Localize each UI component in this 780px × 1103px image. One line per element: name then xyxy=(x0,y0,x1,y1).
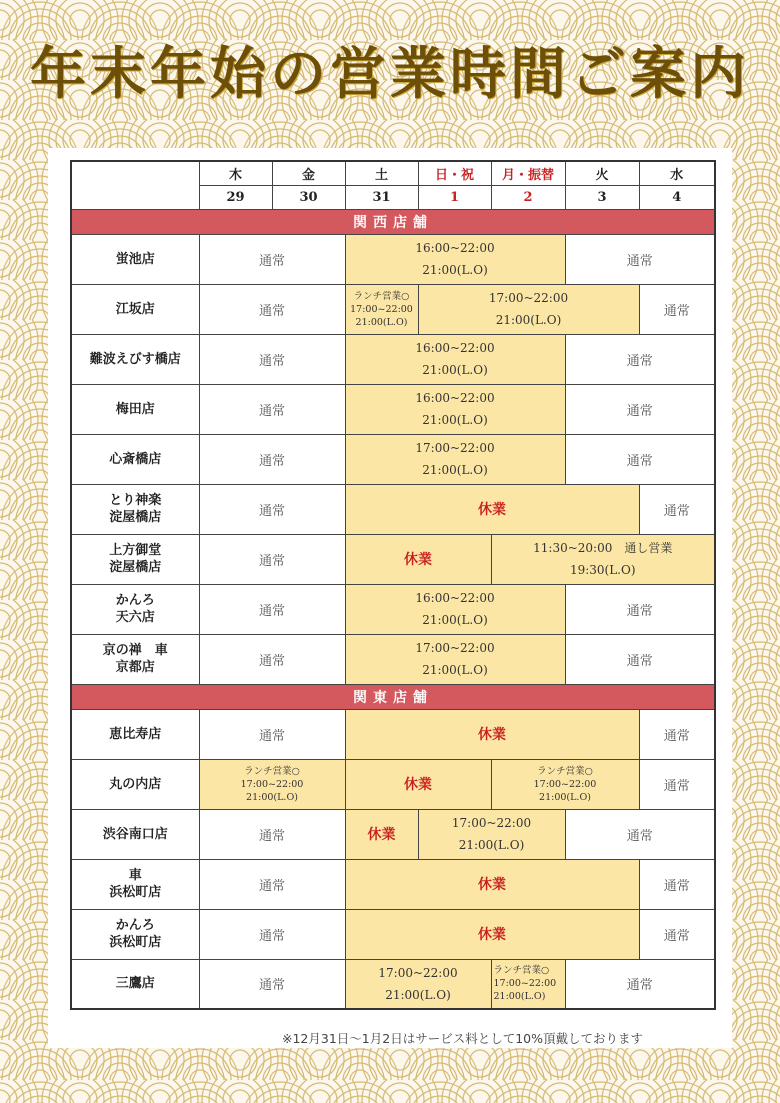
cell-hours: 17:00~22:00 21:00(L.O) xyxy=(345,434,565,484)
table-row xyxy=(71,234,715,284)
cell-lunch: ランチ営業○ 17:00~22:00 21:00(L.O) xyxy=(199,759,345,809)
schedule-table-wrap xyxy=(70,160,714,1026)
cell-closed: 休業 xyxy=(345,534,491,584)
cell-hours: 16:00~22:00 21:00(L.O) xyxy=(345,234,565,284)
cell-normal: 通常 xyxy=(565,634,715,684)
store-name: 渋谷南口店 xyxy=(71,809,199,859)
dow-mon-substitute: 月・振替 xyxy=(491,161,565,185)
dow-sun-holiday: 日・祝 xyxy=(418,161,491,185)
cell-hours: 16:00~22:00 21:00(L.O) xyxy=(345,584,565,634)
cell-normal: 通常 xyxy=(565,434,715,484)
schedule-table xyxy=(70,160,716,1010)
cell-lunch: ランチ営業○ 17:00~22:00 21:00(L.O) xyxy=(345,284,418,334)
cell-closed: 休業 xyxy=(345,859,639,909)
cell-normal: 通常 xyxy=(565,334,715,384)
cell-hours: 11:30~20:00 通し営業 19:30(L.O) xyxy=(491,534,715,584)
cell-normal: 通常 xyxy=(199,859,345,909)
cell-normal: 通常 xyxy=(565,384,715,434)
cell-closed: 休業 xyxy=(345,484,639,534)
store-name: 丸の内店 xyxy=(71,759,199,809)
dow-thu: 木 xyxy=(199,161,272,185)
page-title: 年末年始の営業時間ご案内 xyxy=(30,41,750,107)
store-name: 難波えびす橋店 xyxy=(71,334,199,384)
date-4: 4 xyxy=(639,185,715,209)
store-name: 上方御堂 淀屋橋店 xyxy=(71,534,199,584)
section-kanto-label: 関東店舗 xyxy=(71,684,715,709)
store-name: 車 浜松町店 xyxy=(71,859,199,909)
date-3: 3 xyxy=(565,185,639,209)
table-row xyxy=(71,484,715,534)
cell-normal: 通常 xyxy=(199,234,345,284)
table-row xyxy=(71,709,715,759)
store-name: かんろ 天六店 xyxy=(71,584,199,634)
store-name: 梅田店 xyxy=(71,384,199,434)
store-name: 三鷹店 xyxy=(71,959,199,1009)
cell-normal: 通常 xyxy=(565,809,715,859)
cell-normal: 通常 xyxy=(199,909,345,959)
table-row xyxy=(71,534,715,584)
table-row xyxy=(71,809,715,859)
section-kansai-label: 関西店舗 xyxy=(71,209,715,234)
table-row xyxy=(71,959,715,1009)
store-name: かんろ 浜松町店 xyxy=(71,909,199,959)
table-row xyxy=(71,634,715,684)
table-row xyxy=(71,434,715,484)
cell-normal: 通常 xyxy=(639,709,715,759)
dow-fri: 金 xyxy=(272,161,345,185)
cell-normal: 通常 xyxy=(639,484,715,534)
cell-normal: 通常 xyxy=(639,759,715,809)
cell-normal: 通常 xyxy=(199,809,345,859)
cell-normal: 通常 xyxy=(199,709,345,759)
date-2: 2 xyxy=(491,185,565,209)
cell-closed: 休業 xyxy=(345,909,639,959)
table-row xyxy=(71,859,715,909)
dow-sat: 土 xyxy=(345,161,418,185)
store-name: とり神楽 淀屋橋店 xyxy=(71,484,199,534)
cell-hours: 17:00~22:00 21:00(L.O) xyxy=(418,284,639,334)
dow-tue: 火 xyxy=(565,161,639,185)
cell-normal: 通常 xyxy=(565,234,715,284)
cell-normal: 通常 xyxy=(199,634,345,684)
cell-hours: 16:00~22:00 21:00(L.O) xyxy=(345,334,565,384)
table-row xyxy=(71,759,715,809)
table-row xyxy=(71,334,715,384)
store-name: 京の禅 車 京都店 xyxy=(71,634,199,684)
cell-normal: 通常 xyxy=(199,484,345,534)
cell-closed: 休業 xyxy=(345,809,418,859)
cell-hours: 17:00~22:00 21:00(L.O) xyxy=(418,809,565,859)
cell-normal: 通常 xyxy=(639,284,715,334)
cell-hours: 16:00~22:00 21:00(L.O) xyxy=(345,384,565,434)
cell-normal: 通常 xyxy=(565,959,715,1009)
cell-normal: 通常 xyxy=(199,434,345,484)
cell-normal: 通常 xyxy=(199,534,345,584)
dow-wed: 水 xyxy=(639,161,715,185)
date-30: 30 xyxy=(272,185,345,209)
section-kanto xyxy=(71,684,715,709)
table-row xyxy=(71,584,715,634)
cell-normal: 通常 xyxy=(639,859,715,909)
cell-closed: 休業 xyxy=(345,709,639,759)
date-29: 29 xyxy=(199,185,272,209)
table-row xyxy=(71,909,715,959)
store-name: 心斎橋店 xyxy=(71,434,199,484)
cell-normal: 通常 xyxy=(199,959,345,1009)
cell-normal: 通常 xyxy=(199,584,345,634)
cell-normal: 通常 xyxy=(199,384,345,434)
table-row xyxy=(71,384,715,434)
section-kansai xyxy=(71,209,715,234)
header-corner xyxy=(71,161,199,209)
cell-normal: 通常 xyxy=(199,334,345,384)
cell-lunch: ランチ営業○ 17:00~22:00 21:00(L.O) xyxy=(491,759,639,809)
cell-hours: 17:00~22:00 21:00(L.O) xyxy=(345,959,491,1009)
cell-normal: 通常 xyxy=(639,909,715,959)
cell-normal: 通常 xyxy=(565,584,715,634)
date-1: 1 xyxy=(418,185,491,209)
store-name: 江坂店 xyxy=(71,284,199,334)
store-name: 蛍池店 xyxy=(71,234,199,284)
service-charge-note: ※12月31日～1月2日はサービス料として10%頂戴しております xyxy=(282,1031,643,1046)
table-row xyxy=(71,284,715,334)
cell-lunch: ランチ営業○ 17:00~22:00 21:00(L.O) xyxy=(491,959,565,1009)
cell-closed: 休業 xyxy=(345,759,491,809)
store-name: 恵比寿店 xyxy=(71,709,199,759)
date-31: 31 xyxy=(345,185,418,209)
cell-hours: 17:00~22:00 21:00(L.O) xyxy=(345,634,565,684)
cell-normal: 通常 xyxy=(199,284,345,334)
header-row-dow xyxy=(71,161,715,185)
